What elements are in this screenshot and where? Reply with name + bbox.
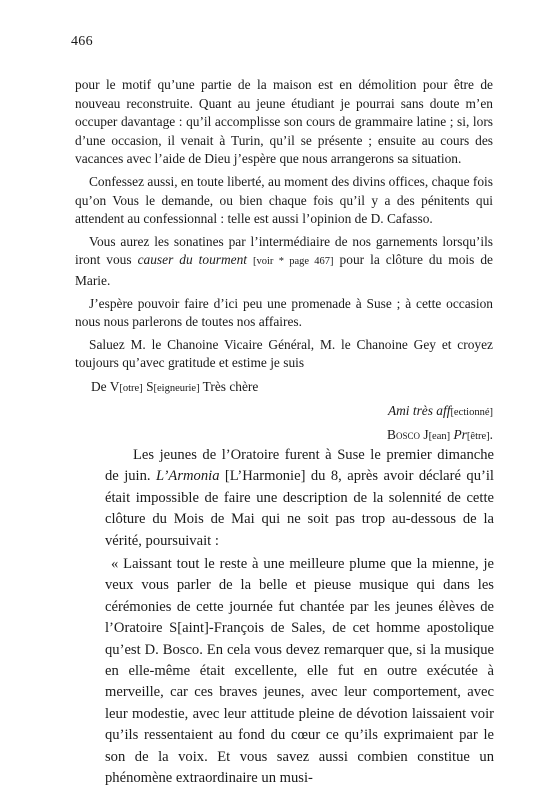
letter-paragraph: pour le motif qu’une partie de la maison est en démolition pour être de nouveau reconstruite. Quant au jeune étudiant je pourrai sans doute m’en occuper davantage : qu’il accomplisse son cours de grammaire latine ; si, lors d’une occasion, il venait à Turin, qu’il se présente ; ensuite au cours des vacances avec l’aide de Dieu j’espère que nous arrangerons sa situation. [75, 77, 493, 167]
italic-phrase: L’Armonia [155, 468, 220, 485]
text-run: J [420, 426, 429, 442]
page-number: 466 [71, 34, 93, 49]
text-run: Vous aurez les sonatines par l’intermédiaire de nos garnements lorsqu’ils iront vous [75, 233, 493, 268]
letter-paragraph [75, 233, 493, 291]
signature-name [75, 424, 493, 447]
editorial-note: [ectionné] [450, 406, 493, 418]
editorial-note: [otre] [119, 382, 143, 394]
text-run: [L’Harmonie] du 8, après avoir déclaré qu’il était impossible de faire une description de la solennité de cette clôture du Mois de Mai qui ne soit pas trop au-dessous de la vérité, poursuivait : [105, 468, 494, 549]
editorial-note: [être] [466, 430, 490, 442]
letter-paragraph: J’espère pouvoir faire d’ici peu une promenade à Suse ; à cette occasion nous nous parlerons de toutes nos affaires. [75, 295, 493, 330]
letter-closing [75, 377, 493, 398]
editorial-note: [voir * page 467] [253, 256, 334, 268]
italic-phrase: Ami très aff [387, 402, 451, 418]
letter-text [75, 76, 493, 447]
text-run: pour la clôture du mois de Marie. [75, 252, 493, 288]
italic-phrase: causer du tourment [137, 252, 248, 268]
narrative-quote: « Laissant tout le reste à une meilleure plume que la mienne, je veux vous parler de la belle et pieuse musique qui dans les cérémonies de cette journée fut chantée par les jeunes élèves de l’Oratoire S[aint]-François de Sales, de cet homme apostolique qu’est D. Bosco. En cela vous devez remarquer que, si la musique en elle-même était excellente, elle fut en outre exécutée à merveille, car ces braves jeunes, avec leur comportement, avec leur modestie, avec leur attitude pleine de dévotion laissaient voir qu’ils ressentaient au fond du cœur ce qu’ils exprimaient par le son de la voix. Et vous savez aussi combien constitue un phénomène extraordinaire un musi- [105, 556, 494, 787]
text-run: De V [91, 378, 120, 394]
editorial-note: [eigneurie] [153, 382, 200, 394]
text-run: Très chère [199, 378, 259, 394]
text-run: S [142, 378, 154, 394]
letter-paragraph: Confessez aussi, en toute liberté, au moment des divins offices, chaque fois qu’on Vous le demande, ou bien chaque fois qu’il y a des pénitents qui attendent au confessionnal : telle est aussi l’opinion de D. Cafasso. [75, 173, 493, 227]
letter-signature [75, 400, 493, 447]
italic-phrase: Pr [453, 426, 467, 442]
letter-paragraph: Saluez M. le Chanoine Vicaire Général, M. le Chanoine Gey et croyez toujours qu’avec gratitude et estime je suis [75, 336, 493, 371]
text-run: . [489, 426, 493, 442]
narrative-text [105, 445, 494, 792]
signature-surname: Bosco [387, 426, 420, 442]
editorial-note: [ean] [428, 430, 451, 442]
signature-line [75, 400, 493, 423]
text-run: Les jeunes de l’Oratoire furent à Suse le premier dimanche de juin. [105, 447, 494, 485]
narrative-paragraph [105, 445, 494, 552]
